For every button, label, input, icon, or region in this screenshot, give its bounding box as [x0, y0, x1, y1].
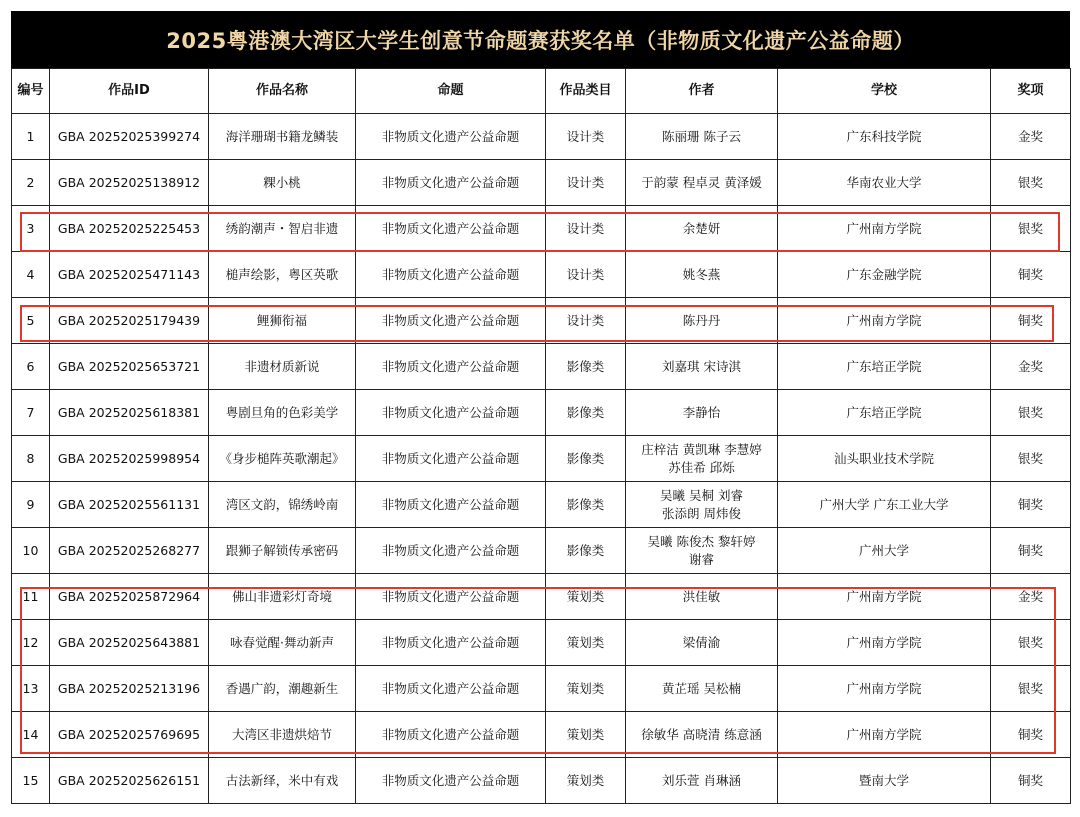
- table-row: [12, 666, 1071, 712]
- cell-work-name: 海洋珊瑚书籍龙鳞装: [209, 114, 356, 160]
- cell-work-id: GBA 20252025618381: [50, 390, 209, 436]
- cell-number: 9: [12, 482, 50, 528]
- cell-number: 13: [12, 666, 50, 712]
- cell-category: 设计类: [546, 298, 626, 344]
- author-line: 洪佳敏: [682, 588, 721, 604]
- header-theme: 命题: [356, 69, 546, 114]
- cell-number: 3: [12, 206, 50, 252]
- author-line: 陈丽珊 陈子云: [662, 128, 741, 144]
- cell-authors: [626, 528, 778, 574]
- cell-authors: [626, 482, 778, 528]
- award-list-sheet: [11, 11, 1070, 806]
- table-row: [12, 620, 1071, 666]
- cell-work-id: GBA 20252025769695: [50, 712, 209, 758]
- table-row: [12, 436, 1071, 482]
- table-row: [12, 160, 1071, 206]
- cell-category: 影像类: [546, 528, 626, 574]
- cell-work-id: GBA 20252025998954: [50, 436, 209, 482]
- cell-work-name: 佛山非遗彩灯奇境: [209, 574, 356, 620]
- cell-number: 14: [12, 712, 50, 758]
- cell-work-name: 粤剧旦角的色彩美学: [209, 390, 356, 436]
- cell-work-id: GBA 20252025872964: [50, 574, 209, 620]
- cell-work-id: GBA 20252025138912: [50, 160, 209, 206]
- cell-theme: 非物质文化遗产公益命题: [356, 160, 546, 206]
- author-line: 于韵蒙 程卓灵 黄泽媛: [641, 174, 762, 190]
- cell-award: 铜奖: [991, 298, 1071, 344]
- cell-theme: 非物质文化遗产公益命题: [356, 758, 546, 804]
- cell-work-name: 大湾区非遗烘焙节: [209, 712, 356, 758]
- table-row: [12, 344, 1071, 390]
- cell-school: 广州南方学院: [778, 206, 991, 252]
- cell-category: 设计类: [546, 206, 626, 252]
- cell-number: 4: [12, 252, 50, 298]
- cell-theme: 非物质文化遗产公益命题: [356, 528, 546, 574]
- cell-school: 暨南大学: [778, 758, 991, 804]
- cell-authors: [626, 390, 778, 436]
- cell-authors: [626, 114, 778, 160]
- cell-theme: 非物质文化遗产公益命题: [356, 482, 546, 528]
- cell-authors: [626, 344, 778, 390]
- award-table: [11, 68, 1071, 804]
- cell-theme: 非物质文化遗产公益命题: [356, 344, 546, 390]
- cell-theme: 非物质文化遗产公益命题: [356, 712, 546, 758]
- cell-category: 设计类: [546, 252, 626, 298]
- cell-category: 影像类: [546, 390, 626, 436]
- cell-work-id: GBA 20252025561131: [50, 482, 209, 528]
- cell-theme: 非物质文化遗产公益命题: [356, 252, 546, 298]
- cell-theme: 非物质文化遗产公益命题: [356, 620, 546, 666]
- cell-school: 广州南方学院: [778, 620, 991, 666]
- cell-category: 策划类: [546, 666, 626, 712]
- cell-authors: [626, 712, 778, 758]
- cell-school: 华南农业大学: [778, 160, 991, 206]
- cell-award: 铜奖: [991, 712, 1071, 758]
- header-award: 奖项: [991, 69, 1071, 114]
- table-row: [12, 298, 1071, 344]
- author-line: 李静怡: [682, 404, 721, 420]
- cell-award: 金奖: [991, 574, 1071, 620]
- cell-school: 广州大学 广东工业大学: [778, 482, 991, 528]
- cell-work-name: 咏春觉醒·舞动新声: [209, 620, 356, 666]
- cell-work-name: 湾区文韵，锦绣岭南: [209, 482, 356, 528]
- cell-category: 策划类: [546, 620, 626, 666]
- cell-authors: [626, 758, 778, 804]
- cell-work-name: 粿小桃: [209, 160, 356, 206]
- cell-authors: [626, 252, 778, 298]
- author-line: 谢睿: [688, 551, 714, 567]
- cell-category: 影像类: [546, 436, 626, 482]
- cell-school: 广州大学: [778, 528, 991, 574]
- cell-theme: 非物质文化遗产公益命题: [356, 298, 546, 344]
- cell-work-id: GBA 20252025225453: [50, 206, 209, 252]
- cell-school: 广东培正学院: [778, 344, 991, 390]
- cell-work-id: GBA 20252025179439: [50, 298, 209, 344]
- cell-number: 15: [12, 758, 50, 804]
- cell-category: 策划类: [546, 712, 626, 758]
- cell-category: 策划类: [546, 758, 626, 804]
- header-number: 编号: [12, 69, 50, 114]
- author-line: 庄梓洁 黄凯琳 李慧婷: [641, 441, 762, 457]
- cell-authors: [626, 620, 778, 666]
- cell-award: 铜奖: [991, 252, 1071, 298]
- cell-number: 11: [12, 574, 50, 620]
- page-title: 2025粤港澳大湾区大学生创意节命题赛获奖名单（非物质文化遗产公益命题）: [11, 11, 1070, 68]
- cell-award: 银奖: [991, 160, 1071, 206]
- header-work-name: 作品名称: [209, 69, 356, 114]
- cell-work-name: 非遗材质新说: [209, 344, 356, 390]
- cell-authors: [626, 666, 778, 712]
- author-line: 陈丹丹: [682, 312, 721, 328]
- author-line: 黄芷瑶 吴松楠: [662, 680, 741, 696]
- cell-school: 广州南方学院: [778, 574, 991, 620]
- cell-category: 影像类: [546, 344, 626, 390]
- cell-award: 金奖: [991, 114, 1071, 160]
- cell-theme: 非物质文化遗产公益命题: [356, 574, 546, 620]
- cell-category: 影像类: [546, 482, 626, 528]
- cell-authors: [626, 298, 778, 344]
- header-authors: 作者: [626, 69, 778, 114]
- header-category: 作品类目: [546, 69, 626, 114]
- cell-award: 银奖: [991, 620, 1071, 666]
- table-row: [12, 712, 1071, 758]
- cell-school: 广州南方学院: [778, 298, 991, 344]
- table-row: [12, 758, 1071, 804]
- cell-work-id: GBA 20252025268277: [50, 528, 209, 574]
- cell-number: 10: [12, 528, 50, 574]
- cell-authors: [626, 206, 778, 252]
- cell-school: 广东科技学院: [778, 114, 991, 160]
- author-line: 梁倩渝: [682, 634, 721, 650]
- cell-theme: 非物质文化遗产公益命题: [356, 206, 546, 252]
- cell-number: 1: [12, 114, 50, 160]
- header-work-id: 作品ID: [50, 69, 209, 114]
- author-line: 余楚妍: [682, 220, 721, 236]
- author-line: 刘乐萱 肖琳涵: [662, 772, 741, 788]
- cell-category: 设计类: [546, 114, 626, 160]
- table-row: [12, 390, 1071, 436]
- cell-school: 广州南方学院: [778, 712, 991, 758]
- cell-number: 6: [12, 344, 50, 390]
- cell-work-name: 鲤狮衔福: [209, 298, 356, 344]
- author-line: 张添朗 周炜俊: [662, 505, 741, 521]
- cell-work-id: GBA 20252025213196: [50, 666, 209, 712]
- cell-work-name: 香遇广韵，潮趣新生: [209, 666, 356, 712]
- cell-theme: 非物质文化遗产公益命题: [356, 390, 546, 436]
- cell-award: 银奖: [991, 666, 1071, 712]
- cell-award: 银奖: [991, 436, 1071, 482]
- cell-work-id: GBA 20252025471143: [50, 252, 209, 298]
- cell-work-name: 古法新绎，米中有戏: [209, 758, 356, 804]
- cell-school: 广东金融学院: [778, 252, 991, 298]
- cell-award: 铜奖: [991, 758, 1071, 804]
- cell-award: 银奖: [991, 390, 1071, 436]
- table-row: [12, 206, 1071, 252]
- cell-authors: [626, 574, 778, 620]
- cell-school: 汕头职业技术学院: [778, 436, 991, 482]
- cell-award: 金奖: [991, 344, 1071, 390]
- cell-number: 12: [12, 620, 50, 666]
- cell-number: 7: [12, 390, 50, 436]
- table-row: [12, 528, 1071, 574]
- cell-number: 5: [12, 298, 50, 344]
- cell-number: 2: [12, 160, 50, 206]
- cell-work-name: 绣韵潮声・智启非遗: [209, 206, 356, 252]
- cell-school: 广州南方学院: [778, 666, 991, 712]
- author-line: 徐敏华 高晓清 练意涵: [641, 726, 762, 742]
- cell-work-id: GBA 20252025643881: [50, 620, 209, 666]
- author-line: 刘嘉琪 宋诗淇: [662, 358, 741, 374]
- author-line: 苏佳希 邱烁: [668, 459, 735, 475]
- cell-theme: 非物质文化遗产公益命题: [356, 666, 546, 712]
- cell-work-id: GBA 20252025399274: [50, 114, 209, 160]
- cell-award: 银奖: [991, 206, 1071, 252]
- cell-authors: [626, 436, 778, 482]
- author-line: 姚冬燕: [682, 266, 721, 282]
- header-school: 学校: [778, 69, 991, 114]
- author-line: 吴曦 吴桐 刘睿: [660, 487, 743, 503]
- table-row: [12, 252, 1071, 298]
- cell-authors: [626, 160, 778, 206]
- cell-theme: 非物质文化遗产公益命题: [356, 114, 546, 160]
- table-row: [12, 114, 1071, 160]
- cell-work-id: GBA 20252025626151: [50, 758, 209, 804]
- table-header-row: [12, 69, 1071, 114]
- table-row: [12, 574, 1071, 620]
- cell-number: 8: [12, 436, 50, 482]
- cell-school: 广东培正学院: [778, 390, 991, 436]
- cell-work-id: GBA 20252025653721: [50, 344, 209, 390]
- cell-award: 铜奖: [991, 528, 1071, 574]
- table-row: [12, 482, 1071, 528]
- author-line: 吴曦 陈俊杰 黎轩婷: [647, 533, 756, 549]
- cell-theme: 非物质文化遗产公益命题: [356, 436, 546, 482]
- cell-category: 策划类: [546, 574, 626, 620]
- cell-work-name: 槌声绘影，粤区英歌: [209, 252, 356, 298]
- cell-category: 设计类: [546, 160, 626, 206]
- cell-work-name: 跟狮子解锁传承密码: [209, 528, 356, 574]
- cell-work-name: 《身步槌阵英歌潮起》: [209, 436, 356, 482]
- cell-award: 铜奖: [991, 482, 1071, 528]
